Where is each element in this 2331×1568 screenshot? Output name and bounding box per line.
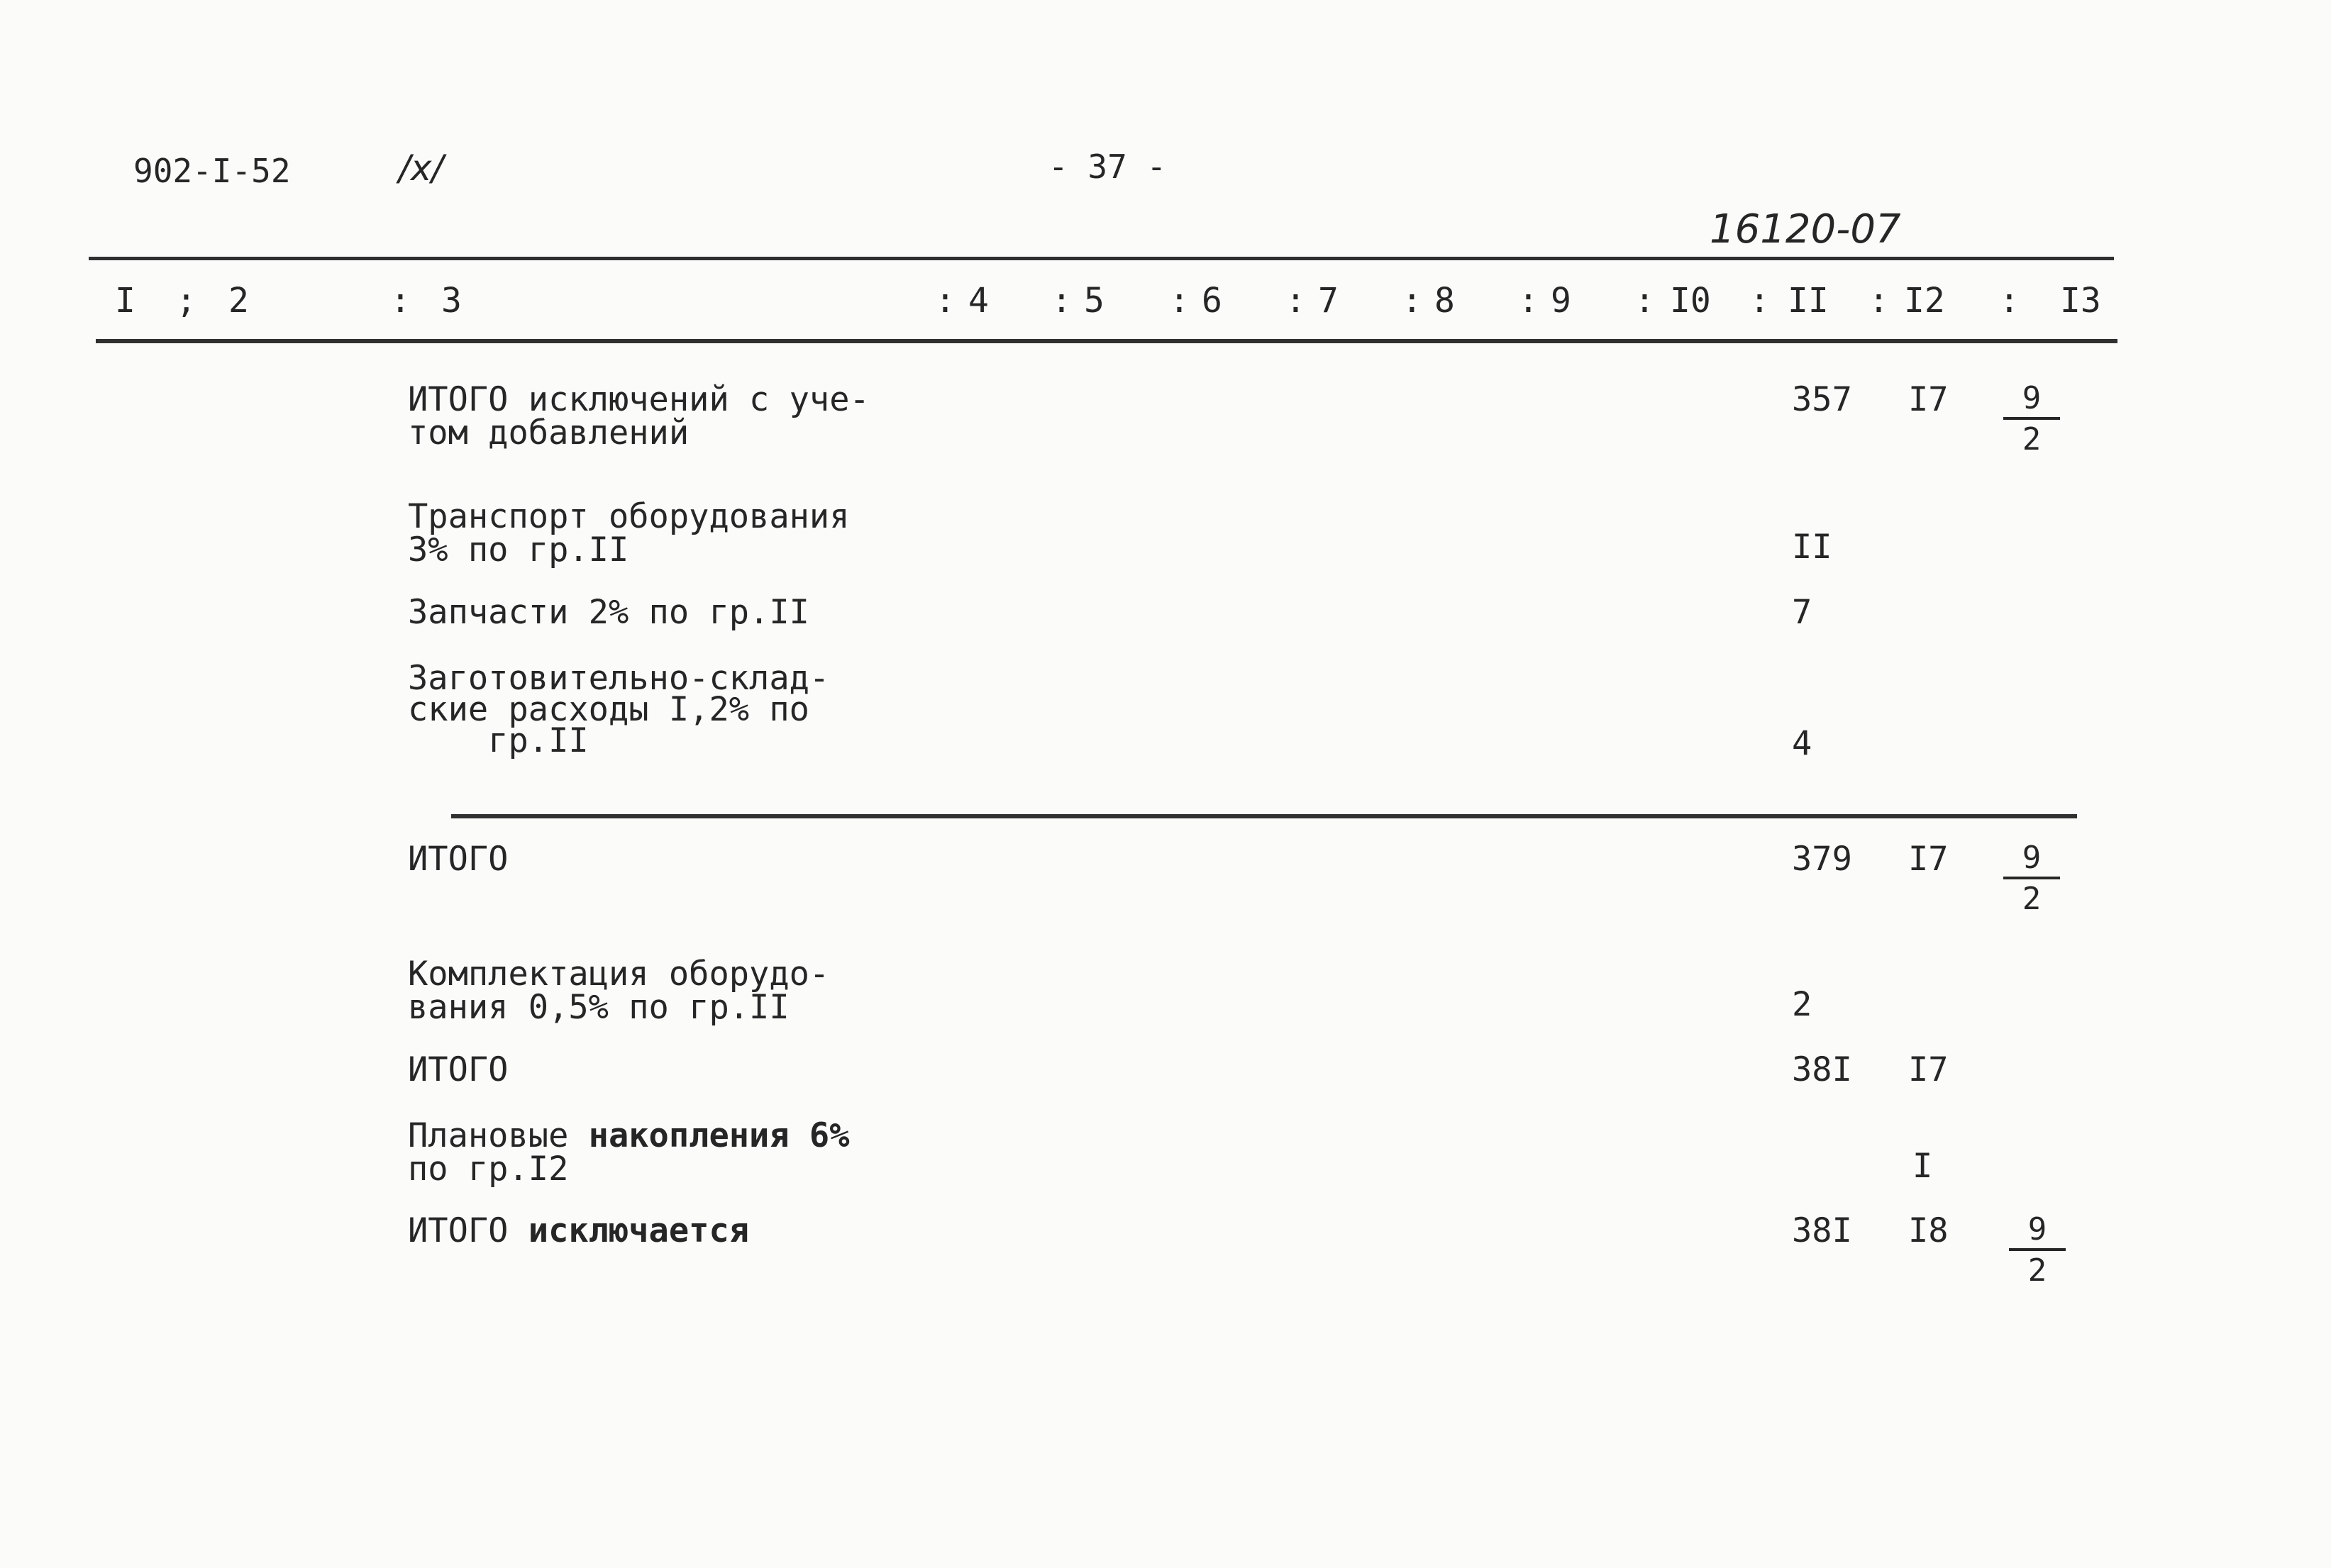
- label-line: Транспорт оборудования: [408, 497, 850, 536]
- label-line: вания 0,5% по гр.II: [408, 988, 790, 1027]
- col-header-7: 7: [1318, 281, 1339, 321]
- col-sep: :: [1868, 281, 1889, 321]
- cell-col-13-fraction: [2009, 1211, 2066, 1289]
- col-header-3: 3: [441, 281, 462, 321]
- col-sep: :: [1634, 281, 1655, 321]
- label-bold: накопления 6%: [588, 1116, 850, 1155]
- col-header-9: 9: [1551, 281, 1571, 321]
- label-line: гр.II: [408, 721, 589, 760]
- fraction-denominator: 2: [2022, 421, 2042, 457]
- label-line: том добавлений: [408, 413, 690, 452]
- col-header-12: I2: [1904, 281, 1945, 321]
- row-label: [408, 955, 830, 1027]
- cell-col-11: 357: [1792, 380, 1852, 419]
- label-line: 3% по гр.II: [408, 530, 629, 569]
- cell-col-11: 38I: [1792, 1211, 1852, 1250]
- col-header-5: 5: [1084, 281, 1104, 321]
- fraction-numerator: 9: [2009, 1214, 2066, 1251]
- cell-col-11: II: [1792, 528, 1832, 567]
- cell-col-11: 4: [1792, 724, 1812, 763]
- col-header-1: I: [115, 281, 135, 321]
- fraction-denominator: 2: [2022, 881, 2042, 917]
- row-label: [408, 380, 870, 452]
- label-line: ИТОГО: [408, 1050, 509, 1089]
- table-top-rule: [89, 257, 2114, 260]
- col-header-8: 8: [1434, 281, 1455, 321]
- col-sep: :: [1169, 281, 1190, 321]
- col-header-13: I3: [2060, 281, 2101, 321]
- col-sep: :: [1999, 281, 2020, 321]
- col-sep: :: [1402, 281, 1422, 321]
- row-label: [408, 497, 850, 569]
- col-sep: :: [1051, 281, 1072, 321]
- cell-col-13-fraction: [2003, 380, 2060, 457]
- cell-col-12: I8: [1908, 1211, 1949, 1250]
- table-header-rule: [96, 339, 2117, 343]
- cell-col-13-fraction: [2003, 840, 2060, 917]
- col-header-6: 6: [1202, 281, 1222, 321]
- col-sep: :: [1749, 281, 1770, 321]
- row-label: [408, 1116, 850, 1189]
- cell-col-12: I7: [1908, 380, 1949, 419]
- handwritten-number: 16120-07: [1710, 206, 1901, 252]
- label-line: ИТОГО: [408, 1211, 528, 1250]
- col-header-4: 4: [968, 281, 989, 321]
- col-sep: :: [1285, 281, 1306, 321]
- row-label: [408, 659, 830, 760]
- row-label: [408, 840, 509, 879]
- mark: /x/: [399, 148, 444, 189]
- col-header-10: I0: [1670, 281, 1711, 321]
- row-label: [408, 593, 809, 632]
- cell-col-11: 379: [1792, 840, 1852, 879]
- row-label: [408, 1211, 750, 1250]
- fraction-denominator: 2: [2027, 1252, 2047, 1289]
- cell-col-12: I7: [1908, 1050, 1949, 1089]
- cell-col-11: 38I: [1792, 1050, 1852, 1089]
- col-sep: ;: [176, 281, 196, 321]
- fraction-numerator: 9: [2003, 843, 2060, 879]
- label-line: ские расходы I,2% по: [408, 690, 809, 729]
- label-line: ИТОГО исключений с уче-: [408, 380, 870, 419]
- label-line: ИТОГО: [408, 840, 509, 879]
- col-header-11: II: [1788, 281, 1829, 321]
- label-line: Запчасти 2% по гр.II: [408, 593, 809, 632]
- row-label: [408, 1050, 509, 1089]
- col-sep: :: [390, 281, 411, 321]
- subtotal-rule: [451, 814, 2077, 818]
- page-number: - 37 -: [1048, 148, 1167, 186]
- cell-col-12: I: [1912, 1147, 1933, 1186]
- col-header-2: 2: [228, 281, 249, 321]
- cell-col-11: 7: [1792, 593, 1812, 632]
- fraction-numerator: 9: [2003, 383, 2060, 420]
- cell-col-11: 2: [1792, 985, 1812, 1024]
- col-sep: :: [935, 281, 956, 321]
- label-line: Плановые: [408, 1116, 589, 1155]
- label-line: Заготовительно-склад-: [408, 659, 830, 698]
- cell-col-12: I7: [1908, 840, 1949, 879]
- label-bold: исключается: [528, 1211, 750, 1250]
- col-sep: :: [1518, 281, 1539, 321]
- doc-code: 902-I-52: [133, 152, 291, 190]
- label-line: по гр.I2: [408, 1150, 569, 1189]
- label-line: Комплектация оборудо-: [408, 955, 830, 994]
